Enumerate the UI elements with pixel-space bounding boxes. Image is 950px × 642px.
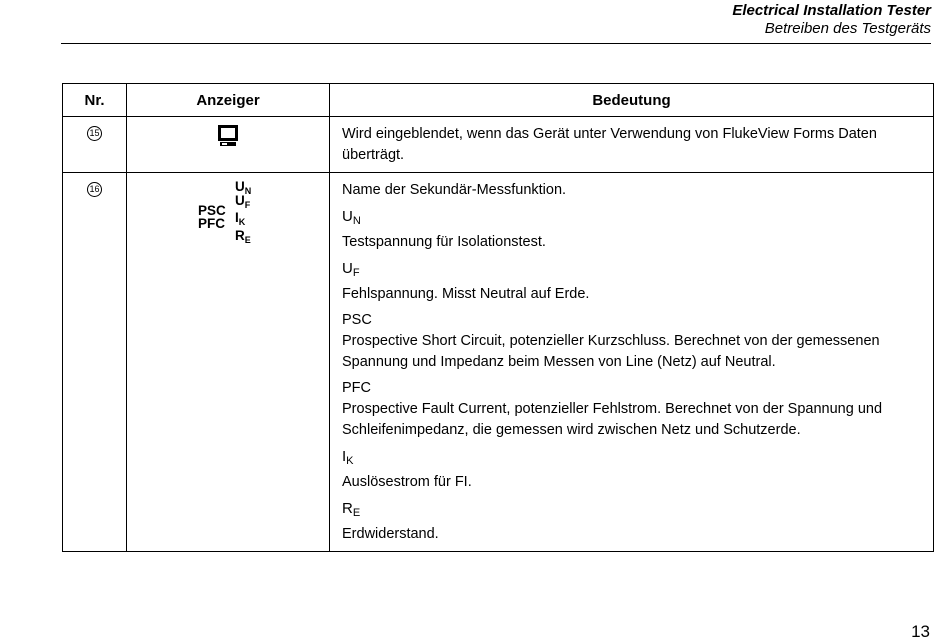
re-section <box>342 498 925 545</box>
psc-term: PSC <box>342 312 372 328</box>
un-section <box>342 206 925 253</box>
indicator-cell <box>127 117 330 173</box>
document-title: Electrical Installation Tester <box>732 2 931 19</box>
indicator-table <box>62 83 934 552</box>
ik-description: Auslösestrom für FI. <box>342 474 472 490</box>
pfc-section <box>342 378 925 441</box>
row-number-cell <box>63 117 127 173</box>
indicator-psc: PSC <box>198 203 226 218</box>
circled-number-16: 16 <box>87 182 102 197</box>
uf-section <box>342 258 925 305</box>
indicator-ik: $I_K$ <box>235 210 246 227</box>
document-subtitle: Betreiben des Testgeräts <box>764 20 931 37</box>
pfc-term: PFC <box>342 380 371 396</box>
circled-number-15: 15 <box>87 126 102 141</box>
indicator-uf: $U_F$ <box>235 193 251 210</box>
header-rule <box>61 43 931 44</box>
meaning-cell <box>330 117 934 173</box>
ik-term: $I_K$ <box>342 448 354 467</box>
column-header-bedeutung: Bedeutung <box>330 84 934 117</box>
measurement-indicator-cluster <box>198 180 258 252</box>
column-header-nr: Nr. <box>63 84 127 117</box>
indicator-pfc: PFC <box>198 216 225 231</box>
uf-description: Fehlspannung. Misst Neutral auf Erde. <box>342 286 590 302</box>
computer-icon <box>218 125 238 147</box>
table-header-row <box>63 84 934 117</box>
intro-text: Name der Sekundär-Messfunktion. <box>342 182 567 198</box>
un-term: $U_N$ <box>342 208 361 227</box>
column-header-anzeiger: Anzeiger <box>127 84 330 117</box>
re-term: $R_E$ <box>342 500 361 519</box>
indicator-un: $U_N$ <box>235 179 252 196</box>
page-number: 13 <box>911 622 930 641</box>
row-number-cell <box>63 173 127 552</box>
indicator-re: $R_E$ <box>235 228 251 245</box>
psc-description: Prospective Short Circuit, potenzieller Kurzschluss. Berechnet von der gemessenen Spannung und Impedanz beim Messen von Line (Netz) auf Neutral. <box>342 333 880 370</box>
uf-term: $U_F$ <box>342 260 360 279</box>
table-row <box>63 173 934 552</box>
indicator-cell <box>127 173 330 552</box>
un-description: Testspannung für Isolationstest. <box>342 234 546 250</box>
re-description: Erdwiderstand. <box>342 526 439 542</box>
meaning-cell <box>330 173 934 552</box>
table-row <box>63 117 934 173</box>
pfc-description: Prospective Fault Current, potenzieller Fehlstrom. Berechnet von der Spannung und Schleifenimpedanz, die gemessen wird zwischen Netz und Schutzerde. <box>342 401 883 438</box>
psc-section <box>342 310 925 373</box>
ik-section <box>342 446 925 493</box>
transfer-description: Wird eingeblendet, wenn das Gerät unter Verwendung von FlukeView Forms Daten überträgt. <box>342 126 877 163</box>
